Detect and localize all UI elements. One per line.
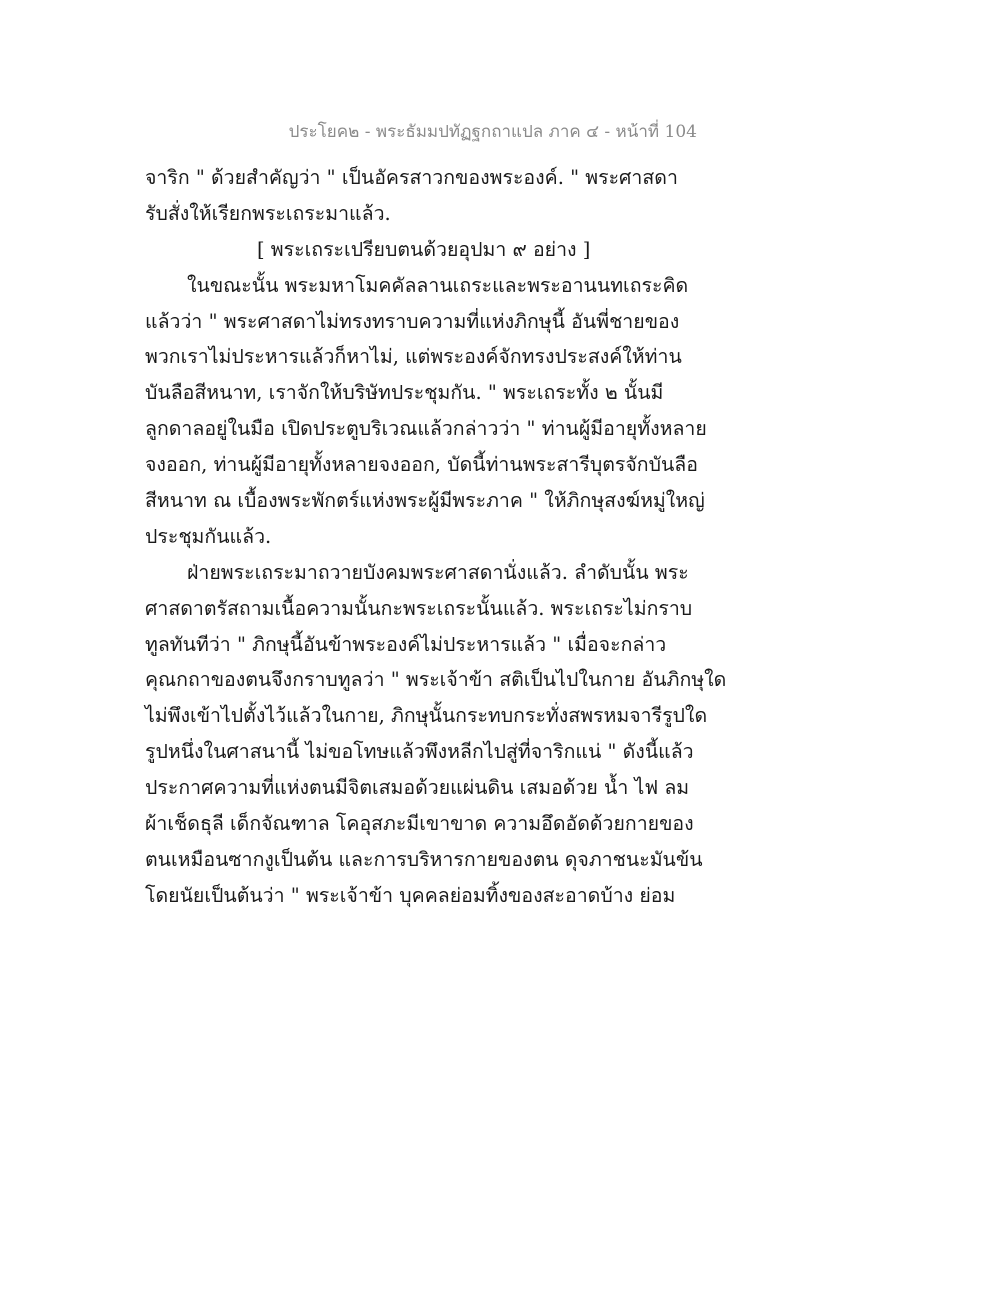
text-line: รูปหนึ่งในศาสนานี้ ไม่ขอโทษแล้วพึงหลีกไปสู่ที่จาริกแน่ " ดังนี้แล้ว bbox=[145, 740, 694, 764]
text-line: คุณกถาของตนจึงกราบทูลว่า " พระเจ้าข้า สติเป็นไปในกาย อันภิกษุใด bbox=[145, 668, 727, 692]
text-line: ศาสดาตรัสถามเนื้อความนั้นกะพระเถระนั้นแล้ว. พระเถระไม่กราบ bbox=[145, 596, 693, 620]
text-line: พวกเราไม่ประหารแล้วก็หาไม่, แต่พระองค์จักทรงประสงค์ให้ท่าน bbox=[145, 345, 682, 369]
text-line: ผ้าเช็ดธุลี เด็กจัณฑาล โคอุสภะมีเขาขาด ความอึดอัดด้วยกายของ bbox=[145, 812, 694, 836]
text-line: ฝ่ายพระเถระมาถวายบังคมพระศาสดานั่งแล้ว. ลำดับนั้น พระ bbox=[187, 560, 689, 584]
text-line: รับสั่งให้เรียกพระเถระมาแล้ว. bbox=[145, 201, 391, 225]
text-line: ลูกดาลอยู่ในมือ เปิดประตูบริเวณแล้วกล่าวว่า " ท่านผู้มีอายุทั้งหลาย bbox=[145, 417, 707, 441]
text-line: บันลือสีหนาท, เราจักให้บริษัทประชุมกัน. " พระเถระทั้ง ๒ นั้นมี bbox=[145, 381, 664, 405]
section-heading: [ พระเถระเปรียบตนด้วยอุปมา ๙ อย่าง ] bbox=[257, 237, 591, 261]
text-line: แล้วว่า " พระศาสดาไม่ทรงทราบความที่แห่งภิกษุนี้ อันพี่ชายของ bbox=[145, 309, 680, 333]
text-line: จงออก, ท่านผู้มีอายุทั้งหลายจงออก, บัดนี้ท่านพระสารีบุตรจักบันลือ bbox=[145, 453, 698, 477]
text-line: สีหนาท ณ เบื้องพระพักตร์แห่งพระผู้มีพระภาค " ให้ภิกษุสงฆ์หมู่ใหญ่ bbox=[145, 489, 705, 513]
text-line: โดยนัยเป็นต้นว่า " พระเจ้าข้า บุคคลย่อมทิ้งของสะอาดบ้าง ย่อม bbox=[145, 883, 676, 907]
text-line: ประชุมกันแล้ว. bbox=[145, 524, 272, 548]
text-line: ในขณะนั้น พระมหาโมคคัลลานเถระและพระอานนทเถระคิด bbox=[187, 273, 689, 297]
text-line: จาริก " ด้วยสำคัญว่า " เป็นอัครสาวกของพระองค์. " พระศาสดา bbox=[145, 166, 678, 189]
body-text bbox=[145, 160, 865, 914]
text-line: ประกาศความที่แห่งตนมีจิตเสมอด้วยแผ่นดิน เสมอด้วย น้ำ ไฟ ลม bbox=[145, 776, 690, 800]
text-line: ทูลทันทีว่า " ภิกษุนี้อันข้าพระองค์ไม่ประหารแล้ว " เมื่อจะกล่าว bbox=[145, 632, 667, 656]
page-header: ประโยค๒ - พระธัมมปทัฏฐกถาแปล ภาค ๔ - หน้าที่ 104 bbox=[288, 122, 697, 142]
text-line: ตนเหมือนซากงูเป็นต้น และการบริหารกายของตน ดุจภาชนะมันข้น bbox=[145, 847, 703, 871]
text-line: ไม่พึงเข้าไปตั้งไว้แล้วในกาย, ภิกษุนั้นกระทบกระทั่งสพรหมจารีรูปใด bbox=[145, 704, 708, 728]
